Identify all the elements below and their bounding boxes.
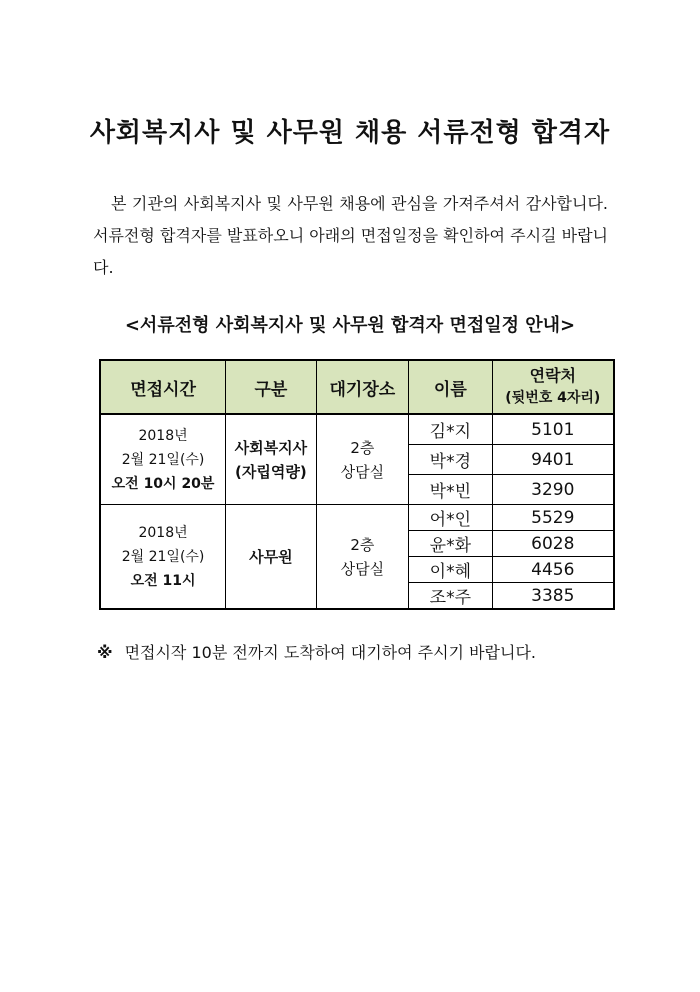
interview-day: 2월 21일(수) [121,451,205,468]
applicant-phone: 5101 [492,414,614,445]
waiting-floor: 2층 [350,535,375,554]
applicant-name: 조*주 [409,583,493,610]
notice [97,640,617,663]
waiting-room: 상담실 [340,462,385,481]
applicant-name: 박*빈 [409,475,493,505]
header-category: 구분 [226,360,317,414]
category-cell [226,505,317,610]
table-row [100,414,614,445]
reference-mark-icon: ※ [97,643,113,662]
applicant-phone: 5529 [492,505,614,531]
notice-text: 면접시작 10분 전까지 도착하여 대기하여 주시기 바랍니다. [124,643,537,662]
header-contact-sub: (뒷번호 4자리) [505,390,601,406]
waiting-place-cell [316,505,408,610]
applicant-name: 윤*화 [409,531,493,557]
category-line-1: 사회복지사 [234,438,308,457]
applicant-phone: 3290 [492,475,614,505]
header-contact [492,360,614,414]
waiting-place-cell [316,414,408,505]
header-contact-label: 연락처 [529,366,576,385]
page-title: 사회복지사 및 사무원 채용 서류전형 합격자 [89,118,611,148]
interview-hour: 오전 10시 20분 [111,475,215,492]
header-waiting-place: 대기장소 [316,360,408,414]
waiting-floor: 2층 [350,438,375,457]
category-cell [226,414,317,505]
intro-paragraph [93,188,608,284]
category-line-1: 사무원 [249,547,293,566]
interview-time-cell [100,505,226,610]
intro-text: 본 기관의 사회복지사 및 사무원 채용에 관심을 가져주셔서 감사합니다. 서류전형 합격자를 발표하오니 아래의 면접일정을 확인하여 주시길 바랍니다. [93,194,608,277]
waiting-room: 상담실 [340,559,385,578]
applicant-name: 이*혜 [409,557,493,583]
interview-year: 2018년 [138,427,188,444]
interview-year: 2018년 [138,524,188,541]
interview-hour: 오전 11시 [130,572,196,589]
applicant-name: 어*인 [409,505,493,531]
applicant-phone: 6028 [492,531,614,557]
table-header-row [100,360,614,414]
category-line-2: (자립역량) [235,462,307,481]
interview-time-cell [100,414,226,505]
header-time: 면접시간 [100,360,226,414]
applicant-name: 박*경 [409,445,493,475]
interview-day: 2월 21일(수) [121,548,205,565]
header-name: 이름 [409,360,493,414]
applicant-phone: 9401 [492,445,614,475]
schedule-group-2 [100,505,614,610]
schedule-group-1 [100,414,614,505]
table-row [100,505,614,531]
applicant-phone: 3385 [492,583,614,610]
interview-schedule-table [99,359,615,610]
applicant-name: 김*지 [409,414,493,445]
schedule-subtitle: <서류전형 사회복지사 및 사무원 합격자 면접일정 안내> [124,315,576,336]
applicant-phone: 4456 [492,557,614,583]
